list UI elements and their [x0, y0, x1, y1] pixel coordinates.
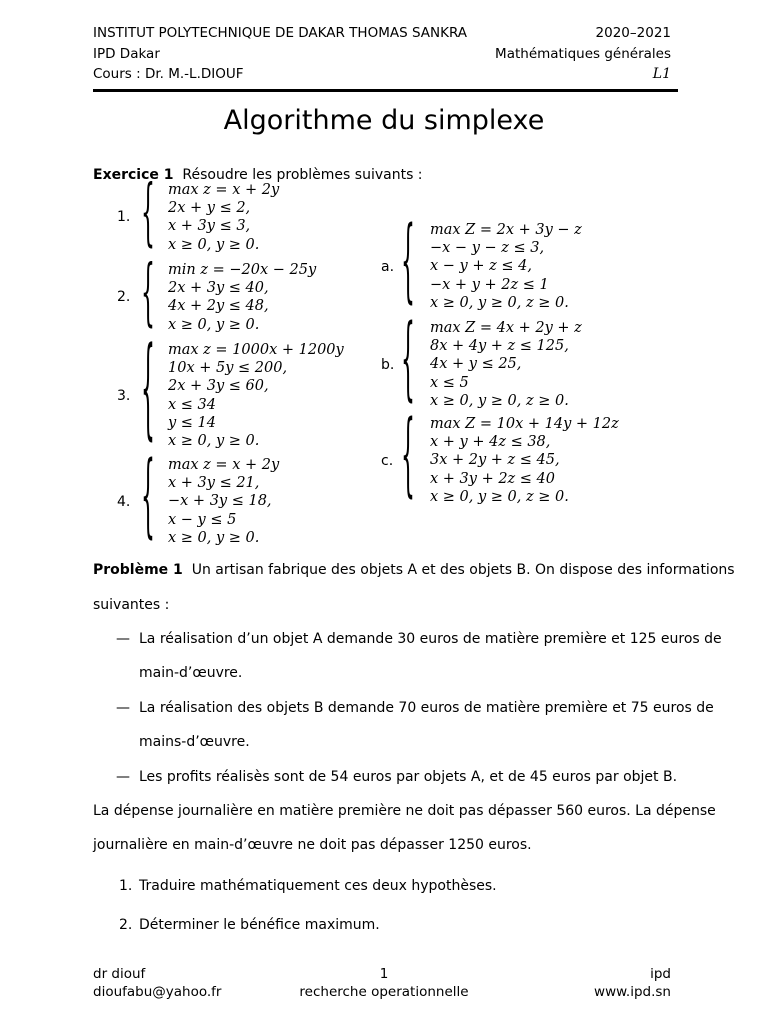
problem-intro-line2: suivantes : [93, 597, 170, 613]
problem-label: Problème 1 [93, 562, 183, 578]
system-line: 3x + 2y + z ≤ 45, [430, 452, 560, 469]
question-1-text: Traduire mathématiquement ces deux hypothèses. [139, 878, 497, 894]
system-line: min z = −20x − 25y [168, 262, 317, 278]
system-line: x + 3y + 2z ≤ 40 [430, 470, 556, 487]
system-line: x ≥ 0, y ≥ 0. [168, 236, 260, 253]
system-label: 3. [117, 387, 131, 404]
header-institute: INSTITUT POLYTECHNIQUE DE DAKAR THOMAS SANKRA [93, 25, 468, 41]
system-brace: { [141, 330, 155, 455]
system-line: max Z = 10x + 14y + 12z [430, 416, 619, 432]
bullet-dash: — [116, 700, 130, 716]
footer-author: dr diouf [93, 966, 146, 982]
system-brace: { [401, 309, 415, 414]
bullet-1-line2: main-d’œuvre. [139, 665, 243, 681]
system-line: x ≤ 34 [168, 396, 216, 413]
system-brace: { [401, 211, 415, 316]
system-line: x ≥ 0, y ≥ 0. [168, 433, 260, 449]
system-line: x ≤ 5 [430, 374, 469, 391]
footer-topic: recherche operationnelle [299, 984, 469, 1000]
system-brace: { [141, 173, 155, 257]
system-line: x ≥ 0, y ≥ 0, z ≥ 0. [430, 294, 569, 311]
exercise-intro: Résoudre les problèmes suivants : [182, 167, 423, 183]
system-line: −x + y + 2z ≤ 1 [430, 276, 549, 293]
system-line: max Z = 2x + 3y − z [430, 222, 582, 238]
bullet-1-line1: La réalisation d’un objet A demande 30 euros de matière première et 125 euros de [139, 631, 722, 647]
system-line: x ≥ 0, y ≥ 0, z ≥ 0. [430, 488, 569, 505]
system-line: x ≥ 0, y ≥ 0. [168, 316, 260, 333]
system-label: b. [381, 356, 395, 373]
header-level [653, 66, 671, 82]
system-label: 1. [117, 209, 131, 226]
footer-email: dioufabu@yahoo.fr [93, 984, 222, 1000]
page-title: Algorithme du simplexe [223, 105, 545, 136]
system-line: x − y + z ≤ 4, [430, 258, 532, 275]
problem-intro-line1 [93, 562, 735, 578]
question-1-number: 1. [119, 878, 133, 894]
system-line: 8x + 4y + z ≤ 125, [430, 338, 569, 355]
problem-paragraph-line1: La dépense journalière en matière première ne doit pas dépasser 560 euros. La dépense [93, 803, 716, 819]
system-line: x + 3y ≤ 21, [168, 475, 260, 492]
bullet-dash: — [116, 769, 130, 785]
header-course: Cours : Dr. M.-L.DIOUF [93, 66, 244, 82]
system-brace: { [401, 405, 415, 510]
question-2-text: Déterminer le bénéfice maximum. [139, 917, 380, 933]
system-brace: { [141, 253, 155, 337]
system-line: 10x + 5y ≤ 200, [168, 360, 288, 377]
system-line: x + 3y ≤ 3, [168, 218, 251, 235]
system-line: x + y + 4z ≤ 38, [430, 434, 551, 451]
system-line: 4x + 2y ≤ 48, [168, 298, 269, 315]
problem-paragraph-line2: journalière en main-d’œuvre ne doit pas dépasser 1250 euros. [93, 837, 532, 853]
system-line: max Z = 4x + 2y + z [430, 320, 582, 336]
system-line: x ≥ 0, y ≥ 0. [168, 529, 260, 546]
system-line: 2x + y ≤ 2, [168, 200, 251, 217]
system-line: 2x + 3y ≤ 60, [168, 378, 269, 395]
system-label: c. [381, 452, 394, 469]
header-year: 2020–2021 [595, 25, 671, 41]
system-line: −x + 3y ≤ 18, [168, 493, 272, 510]
system-line: x − y ≤ 5 [168, 511, 237, 528]
system-line: y ≤ 14 [168, 414, 217, 431]
system-label: a. [381, 258, 395, 275]
exercise-label: Exercice 1 [93, 167, 174, 183]
system-label: 2. [117, 289, 131, 306]
bullet-2-line1: La réalisation des objets B demande 70 euros de matière première et 75 euros de [139, 700, 714, 716]
bullet-3-line1: Les profits réalisès sont de 54 euros par objets A, et de 45 euros par objet B. [139, 769, 678, 785]
footer-site: www.ipd.sn [594, 984, 671, 1000]
system-line: 4x + y ≤ 25, [430, 356, 522, 373]
bullet-2-line2: mains-d’œuvre. [139, 734, 250, 750]
system-brace: { [141, 446, 155, 551]
footer-page-number: 1 [379, 966, 389, 982]
system-line: max z = 1000x + 1200y [168, 342, 344, 358]
system-line: 2x + 3y ≤ 40, [168, 280, 269, 297]
system-label: 4. [117, 493, 131, 510]
system-line: max z = x + 2y [168, 182, 280, 198]
header-rule [93, 89, 678, 92]
system-line: x ≥ 0, y ≥ 0, z ≥ 0. [430, 392, 569, 409]
system-line: −x − y − z ≤ 3, [430, 240, 545, 257]
header-subject: Mathématiques générales [495, 46, 671, 62]
bullet-dash: — [116, 631, 130, 647]
level-text: L1 [652, 66, 671, 82]
problem-intro-text: Un artisan fabrique des objets A et des objets B. On dispose des informations [191, 562, 735, 578]
footer-org: ipd [650, 966, 671, 982]
question-2-number: 2. [119, 917, 133, 933]
header-school: IPD Dakar [93, 46, 160, 62]
system-line: max z = x + 2y [168, 457, 280, 473]
